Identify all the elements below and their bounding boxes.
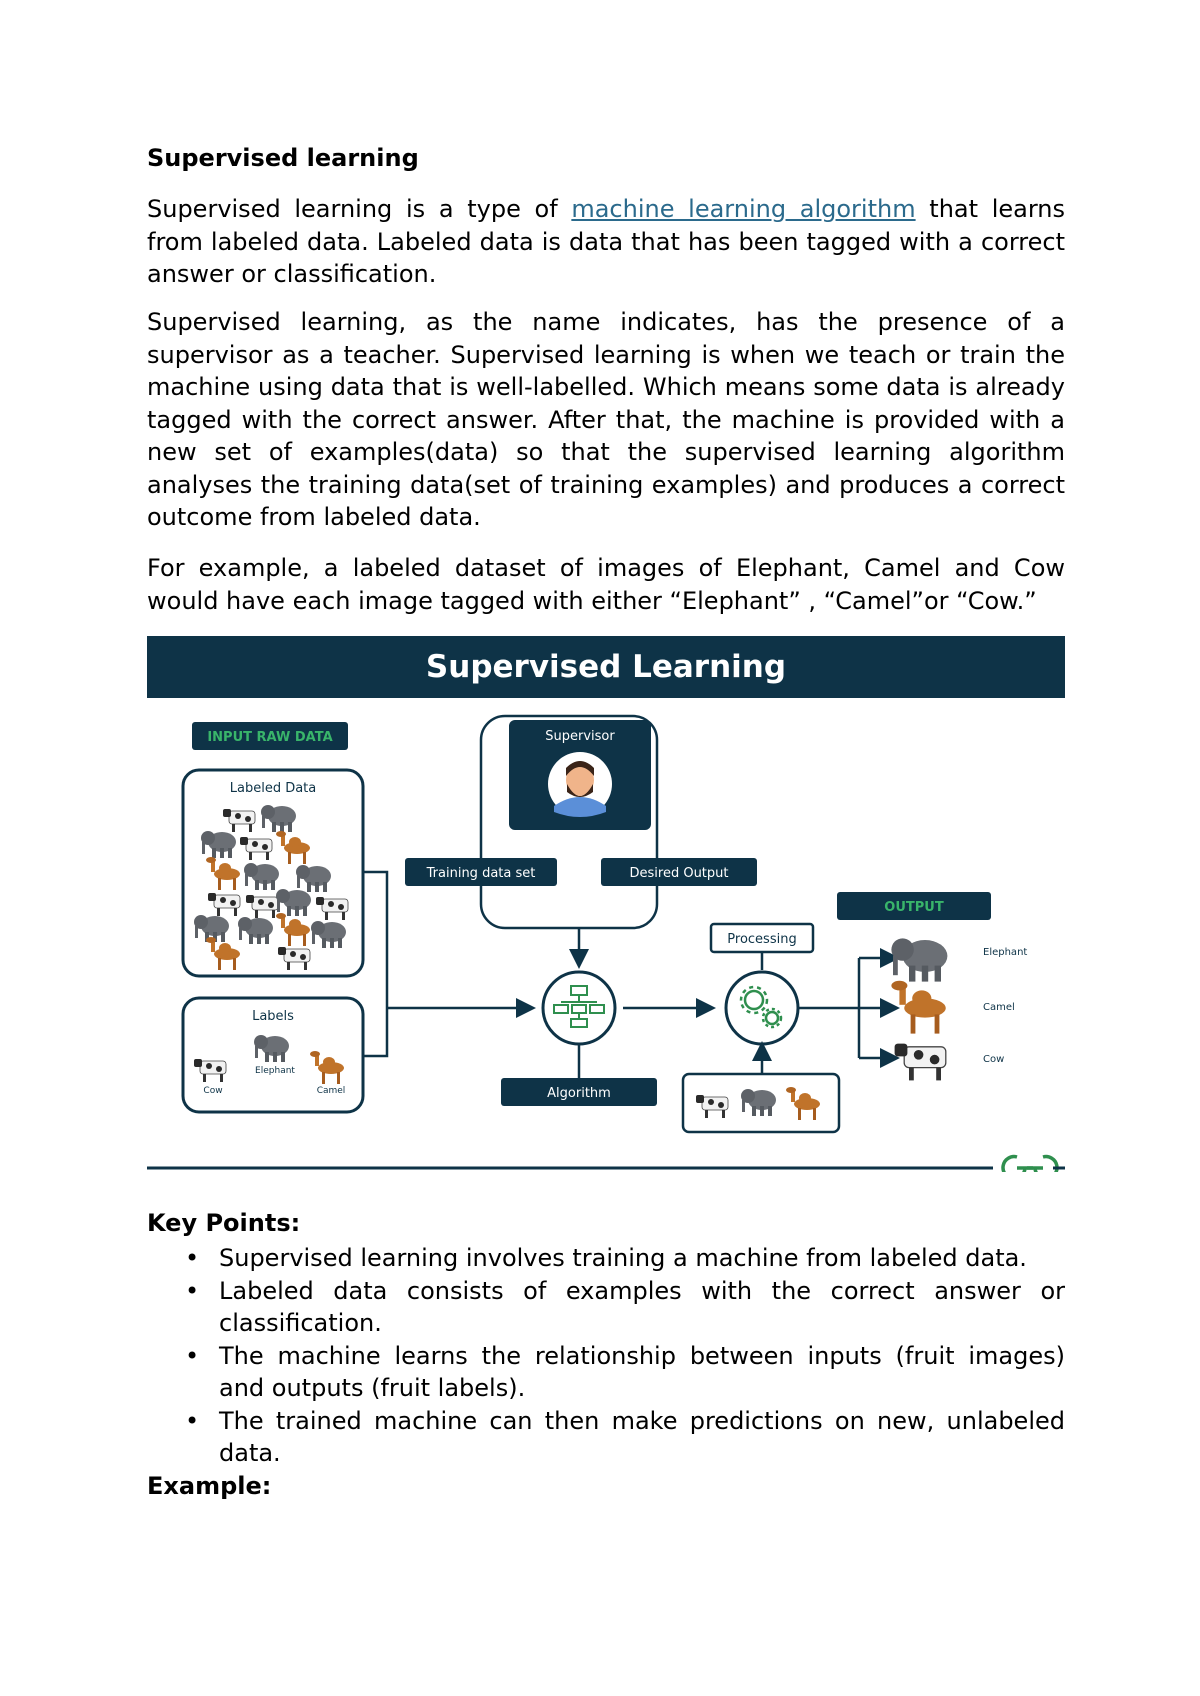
output-elephant-image <box>891 938 947 981</box>
labeled-data-label: Labeled Data <box>229 781 317 796</box>
key-point-text: The machine learns the relationship between inputs (fruit images) and outputs (fruit labels). <box>219 1341 1065 1402</box>
output-elephant-text: Elephant <box>983 947 1028 958</box>
diagram-title: Supervised Learning <box>425 649 787 685</box>
key-point-item <box>147 1275 1065 1340</box>
output-cow-image <box>895 1044 946 1081</box>
paragraph-example: For example, a labeled dataset of images of Elephant, Camel and Cow would have each image tagged with either “Elephant” , “Camel”or “Cow.” <box>147 554 1065 615</box>
supervisor-avatar <box>548 752 612 817</box>
gfg-logo-icon <box>1003 1157 1057 1172</box>
algorithm-label: Algorithm <box>547 1086 611 1101</box>
key-point-item <box>147 1242 1065 1275</box>
key-point-text: The trained machine can then make predictions on new, unlabeled data. <box>219 1406 1065 1467</box>
paragraph-supervisor: Supervised learning, as the name indicates, has the presence of a supervisor as a teacher. Supervised learning is when we teach or train the machine using data that is well-labelled. Which means some data is already tagged with the correct answer. After that, the machine is provided with a new set of examples(data) so that the supervised learning algorithm analyses the training data(set of training examples) and produces a correct outcome from labeled data. <box>147 308 1065 531</box>
output-camel-text: Camel <box>983 1002 1015 1013</box>
bullet-icon: • <box>185 1276 200 1305</box>
bullet-icon: • <box>185 1341 200 1370</box>
desired-output-label: Desired Output <box>629 866 729 881</box>
output-camel-image <box>891 981 945 1034</box>
input-bracket <box>363 872 387 1056</box>
key-points-list <box>147 1242 1065 1470</box>
bullet-icon: • <box>185 1244 200 1272</box>
supervised-learning-diagram <box>147 636 1065 1172</box>
output-cow-text: Cow <box>983 1054 1005 1065</box>
key-point-text: Supervised learning involves training a machine from labeled data. <box>219 1244 1027 1272</box>
label-cow-text: Cow <box>203 1086 223 1096</box>
processing-label: Processing <box>727 932 797 947</box>
key-points-title: Key Points: <box>147 1209 301 1237</box>
key-point-item <box>147 1405 1065 1470</box>
label-camel-text: Camel <box>316 1086 346 1096</box>
output-label: OUTPUT <box>884 900 944 915</box>
paragraph-text: that learns from labeled data. Labeled data is data that has been tagged with a correct answer or classification. <box>147 195 1066 288</box>
label-elephant-text: Elephant <box>255 1066 295 1076</box>
key-point-text: Labeled data consists of examples with the correct answer or classification. <box>219 1276 1065 1337</box>
paragraph-definition <box>147 193 1065 291</box>
processing-node <box>726 972 798 1044</box>
paragraph-text: Supervised learning is a type of <box>147 195 572 223</box>
key-point-item <box>147 1340 1065 1405</box>
labels-label: Labels <box>252 1009 294 1024</box>
section-heading: Supervised learning <box>147 144 419 172</box>
training-data-set-label: Training data set <box>426 866 536 881</box>
machine-learning-algorithm-link[interactable]: machine learning algorithm <box>571 195 916 223</box>
supervisor-label: Supervisor <box>545 729 615 744</box>
example-title: Example: <box>147 1472 272 1500</box>
input-raw-data-label: INPUT RAW DATA <box>207 730 333 745</box>
bullet-icon: • <box>185 1406 200 1435</box>
